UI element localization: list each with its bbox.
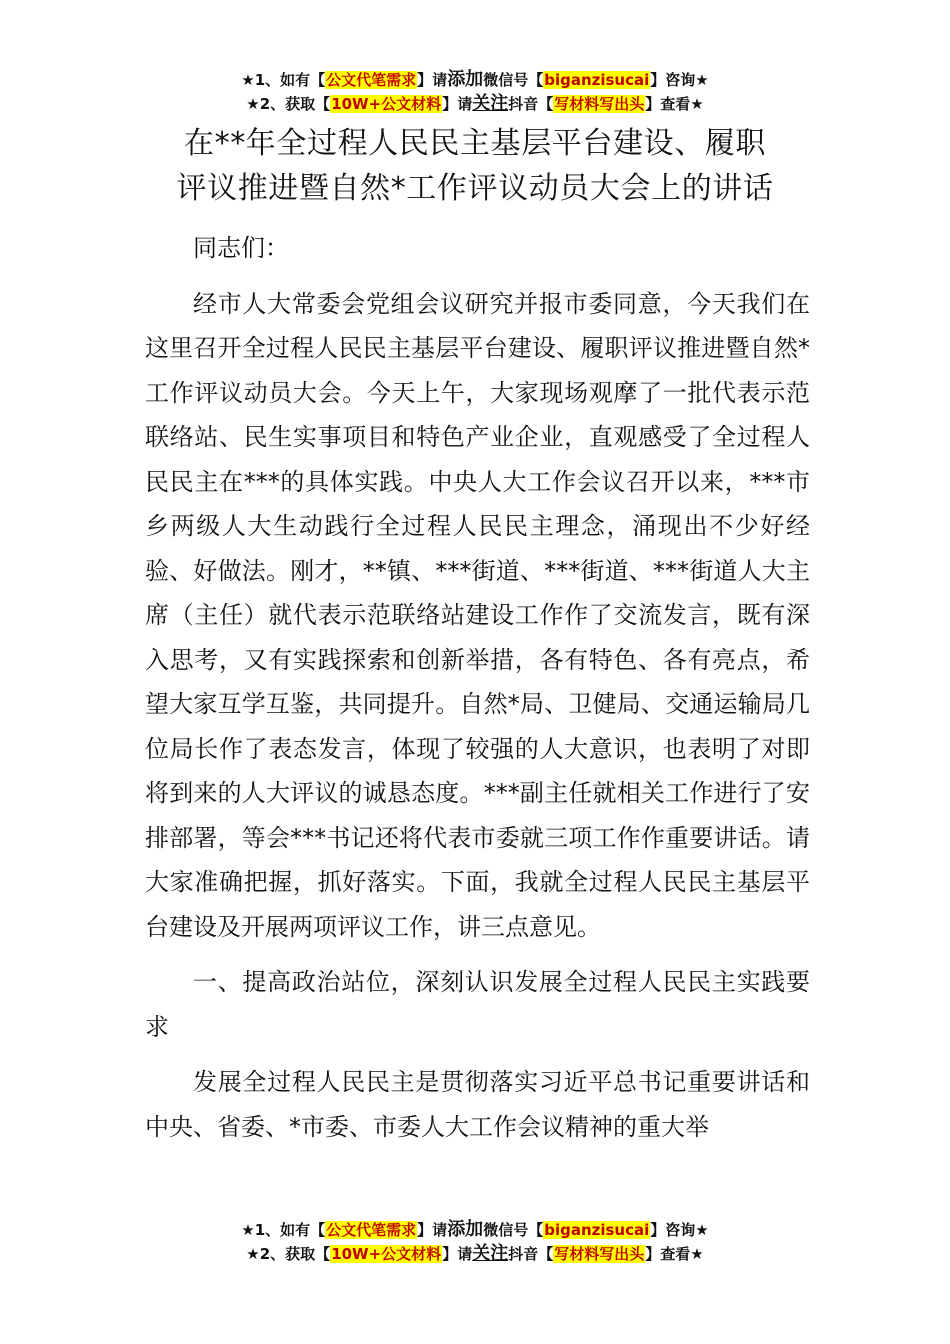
banner-text: 微信号【 [483, 1221, 544, 1239]
salutation: 同志们： [193, 234, 289, 262]
banner-text: 抖音【 [508, 1245, 554, 1263]
banner-line-1 [0, 68, 950, 92]
banner-emphasis: 添加 [447, 1219, 484, 1240]
banner-text: 】请 [417, 1221, 448, 1239]
document-body [145, 226, 810, 1160]
banner-text: ★1、如有【 [241, 1221, 326, 1239]
banner-text: ★2、获取【 [246, 1245, 331, 1263]
document-title [140, 121, 810, 211]
banner-text: ★2、获取【 [246, 95, 331, 113]
banner-text: 】请 [417, 71, 448, 89]
banner-highlight: 公文代笔需求 [326, 71, 417, 89]
bottom-banner [0, 1218, 950, 1266]
banner-line-2 [0, 1242, 950, 1266]
banner-wechat-id: biganzisucai [544, 71, 650, 89]
title-line-2: 评议推进暨自然*工作评议动员大会上的讲话 [176, 171, 774, 206]
banner-highlight: 写材料写出头 [554, 1245, 645, 1263]
banner-text: 微信号【 [483, 71, 544, 89]
section-heading: 一、提高政治站位，深刻认识发展全过程人民民主实践要求 [145, 968, 810, 1041]
banner-highlight: 10W+公文材料 [331, 1245, 442, 1263]
top-banner [0, 68, 950, 116]
body-paragraph: 经市人大常委会党组会议研究并报市委同意，今天我们在这里召开全过程人民民主基层平台建设、履职评议推进暨自然*工作评议动员大会。今天上午，大家现场观摩了一批代表示范联络站、民生实事项目和特色产业企业，直观感受了全过程人民民主在***的具体实践。中央人大工作会议召开以来，***市乡两级人大生动践行全过程人民民主理念，涌现出不少好经验、好做法。刚才，**镇、***街道、***街道、***街道人大主席（主任）就代表示范联络站建设工作作了交流发言，既有深入思考，又有实践探索和创新举措，各有特色、各有亮点，希望大家互学互鉴，共同提升。自然*局、卫健局、交通运输局几位局长作了表态发言，体现了较强的人大意识，也表明了对即将到来的人大评议的诚恳态度。***副主任就相关工作进行了安排部署，等会***书记还将代表市委就三项工作作重要讲话。请大家准确把握，抓好落实。下面，我就全过程人民民主基层平台建设及开展两项评议工作，讲三点意见。 [145, 289, 810, 941]
banner-text: 】查看★ [645, 95, 704, 113]
banner-text: ★1、如有【 [241, 71, 326, 89]
banner-emphasis: 关注 [472, 1243, 509, 1264]
banner-text: 】查看★ [645, 1245, 704, 1263]
title-line-1: 在**年全过程人民民主基层平台建设、履职 [184, 126, 766, 161]
banner-highlight: 写材料写出头 [554, 95, 645, 113]
body-paragraph: 发展全过程人民民主是贯彻落实习近平总书记重要讲话和中央、省委、*市委、市委人大工作会议精神的重大举 [145, 1068, 810, 1141]
banner-emphasis: 添加 [447, 69, 484, 90]
banner-line-2 [0, 92, 950, 116]
banner-text: 】请 [442, 95, 473, 113]
banner-text: 】咨询★ [650, 1221, 709, 1239]
banner-wechat-id: biganzisucai [544, 1221, 650, 1239]
banner-emphasis: 关注 [472, 93, 509, 114]
banner-text: 】咨询★ [650, 71, 709, 89]
banner-highlight: 公文代笔需求 [326, 1221, 417, 1239]
banner-line-1 [0, 1218, 950, 1242]
banner-text: 抖音【 [508, 95, 554, 113]
banner-text: 】请 [442, 1245, 473, 1263]
banner-highlight: 10W+公文材料 [331, 95, 442, 113]
